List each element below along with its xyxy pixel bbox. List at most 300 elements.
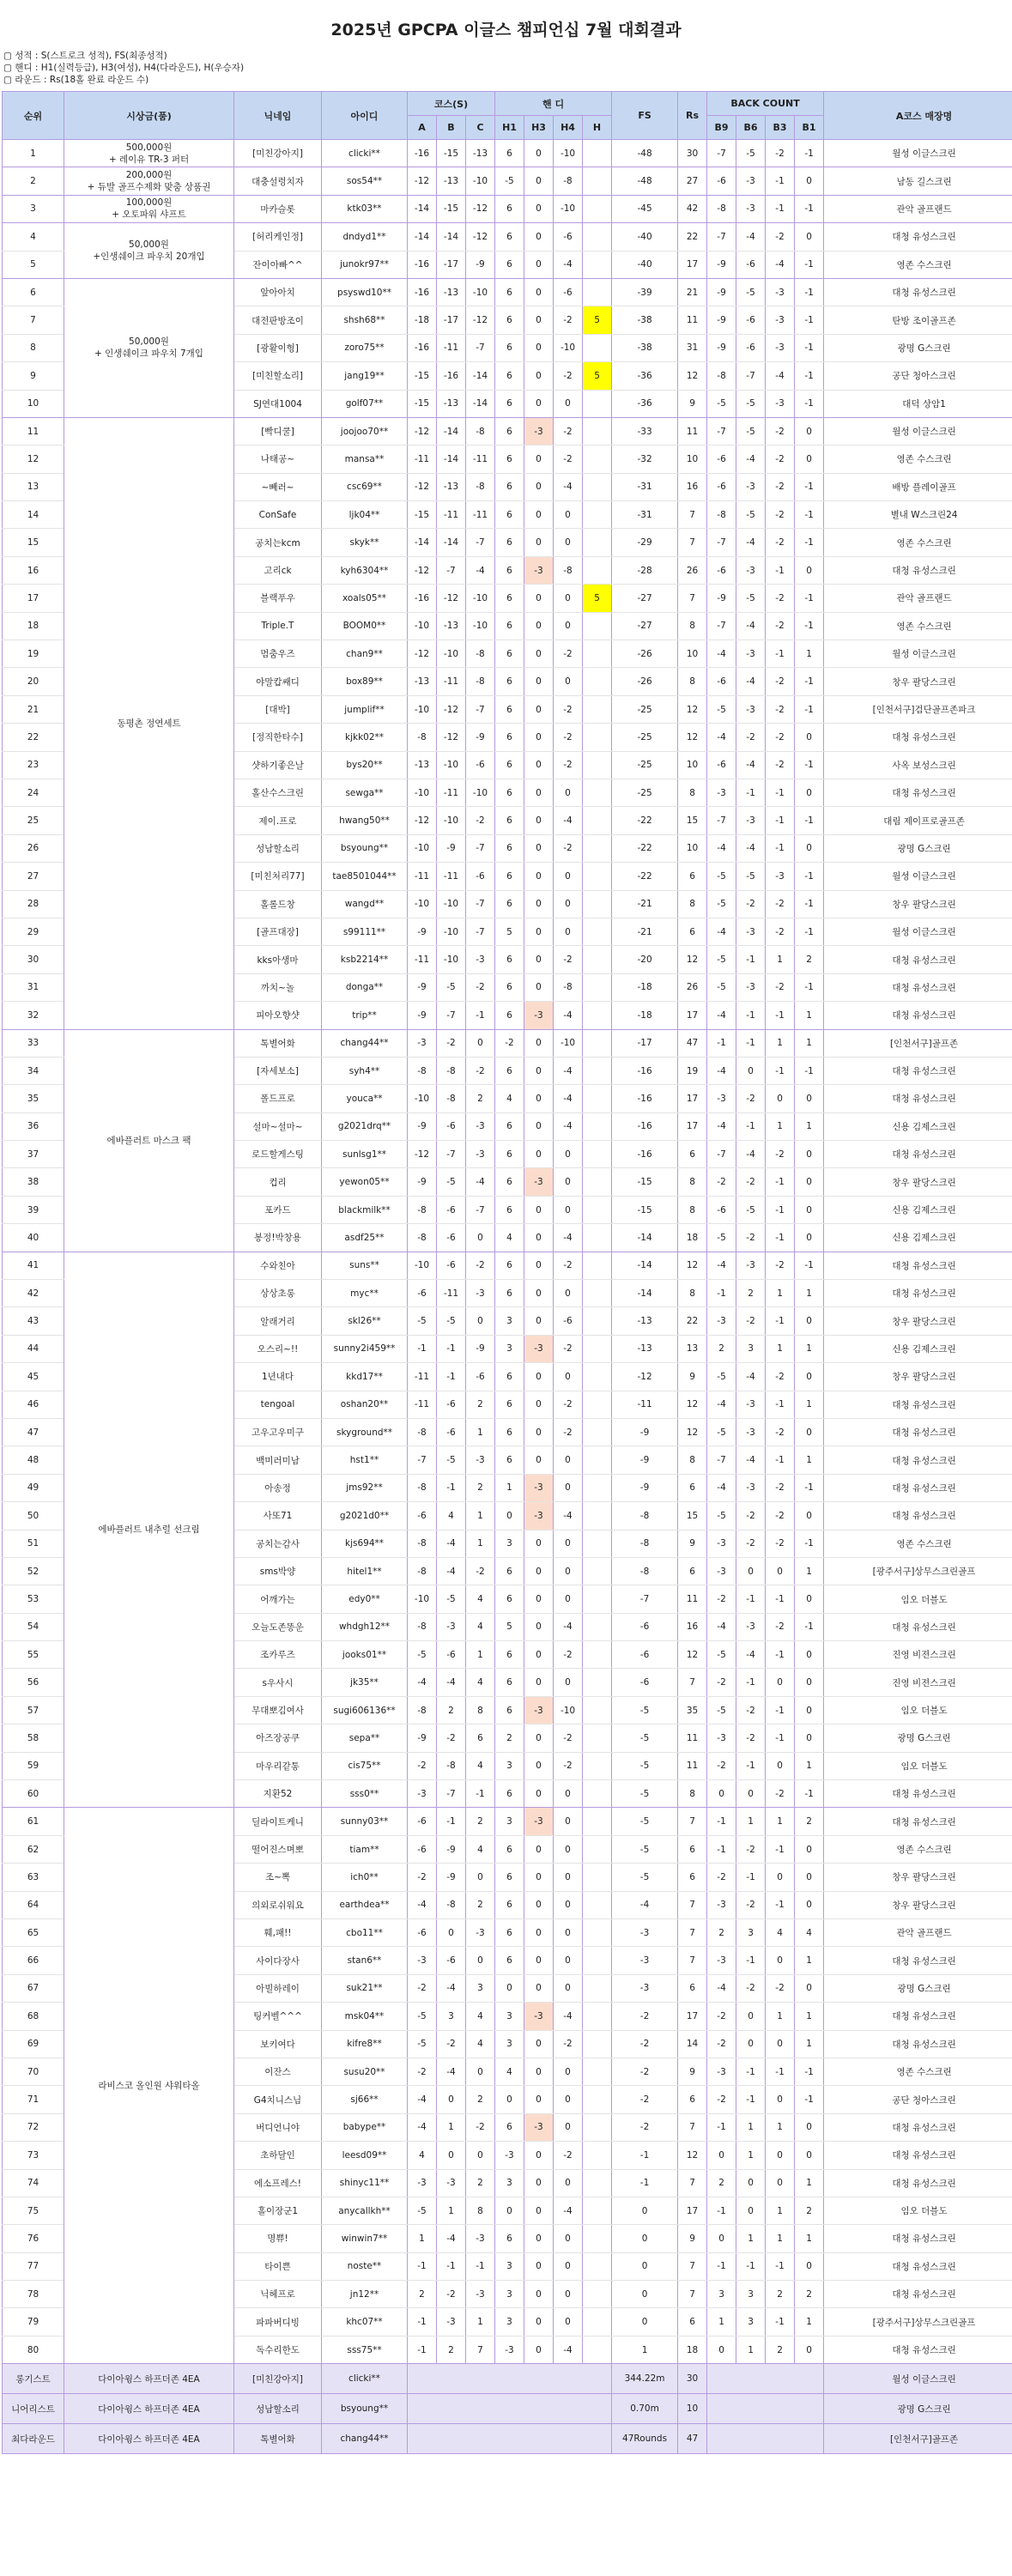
award-empty-cell [707, 2364, 824, 2394]
b3-cell: -2 [766, 751, 795, 779]
b1-cell: 0 [795, 556, 824, 584]
course-b-cell: -8 [437, 1057, 466, 1084]
rank-cell: 39 [3, 1196, 64, 1223]
user-id-cell: jooks01** [322, 1641, 408, 1669]
store-cell: 대청 유성스크린 [824, 1808, 1012, 1835]
h1-cell: 6 [495, 779, 524, 806]
b1-cell: -1 [795, 890, 824, 918]
course-c-cell: 1 [466, 1530, 495, 1557]
b9-cell: -4 [707, 1474, 736, 1501]
b6-cell: -4 [736, 223, 766, 251]
course-a-cell: -2 [408, 1864, 437, 1891]
h4-cell: -8 [554, 973, 583, 1001]
b6-cell: 1 [736, 2142, 766, 2169]
course-a-cell: -5 [408, 1641, 437, 1669]
user-id-cell: skyground** [322, 1418, 408, 1446]
b3-cell: -1 [766, 1446, 795, 1474]
rs-cell: 7 [678, 2252, 707, 2280]
b1-cell: 0 [795, 1418, 824, 1446]
h-cell [583, 1002, 612, 1029]
h3-cell: -3 [524, 1168, 554, 1196]
fs-cell: -21 [612, 890, 678, 918]
page-title: 2025년 GPCPA 이글스 챔피언십 7월 대회결과 [330, 21, 682, 39]
h1-cell: 6 [495, 1641, 524, 1669]
b1-cell: 1 [795, 2003, 824, 2030]
course-c-cell: -3 [466, 1446, 495, 1474]
fs-cell: -2 [612, 2058, 678, 2085]
table-row [3, 167, 1012, 195]
note-score: ▢ 성적 : S(스트로크 성적), FS(최종성적) [3, 51, 167, 61]
b1-cell: -1 [795, 1474, 824, 1501]
nickname-cell: [정직한타수] [234, 724, 322, 751]
store-cell: 대청 유성스크린 [824, 724, 1012, 751]
h1-cell: 6 [495, 1112, 524, 1140]
rs-cell: 7 [678, 585, 707, 612]
h1-cell: 5 [495, 918, 524, 945]
b3-cell: -2 [766, 1252, 795, 1279]
award-label-cell: 최다라운드 [3, 2424, 64, 2454]
user-id-cell: s99111** [322, 918, 408, 945]
rank-cell: 79 [3, 2308, 64, 2336]
store-cell: 신용 김제스크린 [824, 1224, 1012, 1252]
h1-cell: 6 [495, 556, 524, 584]
user-id-cell: kkd17** [322, 1363, 408, 1391]
h-cell [583, 1557, 612, 1585]
h4-cell: -2 [554, 695, 583, 723]
h4-cell: -10 [554, 1029, 583, 1057]
fs-cell: -16 [612, 1057, 678, 1084]
rank-cell: 21 [3, 695, 64, 723]
h1-cell: 3 [495, 2281, 524, 2308]
h-cell [583, 390, 612, 417]
store-cell: 신용 김제스크린 [824, 1112, 1012, 1140]
b1-cell: 0 [795, 2142, 824, 2169]
b6-cell: -3 [736, 807, 766, 834]
course-c-cell: -8 [466, 640, 495, 668]
rank-cell: 14 [3, 501, 64, 529]
b3-cell: -2 [766, 1974, 795, 2002]
rank-cell: 59 [3, 1752, 64, 1779]
store-cell: 관악 골프랜드 [824, 585, 1012, 612]
user-id-cell: jumplif** [322, 695, 408, 723]
h-cell [583, 973, 612, 1001]
h-cell [583, 1780, 612, 1808]
fs-cell: -3 [612, 1919, 678, 1947]
h1-cell: 6 [495, 724, 524, 751]
user-id-cell: wangd** [322, 890, 408, 918]
h3-cell: -3 [524, 1808, 554, 1835]
b9-cell: -8 [707, 501, 736, 529]
course-c-cell: -10 [466, 612, 495, 639]
h3-cell: 0 [524, 501, 554, 529]
nickname-cell: 떨어진스며뽀 [234, 1835, 322, 1863]
h-cell [583, 890, 612, 918]
nickname-cell: 어깨가는 [234, 1585, 322, 1613]
user-id-cell: asdf25** [322, 1224, 408, 1252]
summary-row [3, 2364, 1012, 2394]
h4-cell: 0 [554, 668, 583, 695]
course-c-cell: -3 [466, 1141, 495, 1168]
store-cell: 대청 유성스크린 [824, 1280, 1012, 1307]
b3-cell: -3 [766, 306, 795, 334]
fs-cell: -31 [612, 501, 678, 529]
course-a-cell: -14 [408, 223, 437, 251]
b9-cell: -6 [707, 445, 736, 473]
b3-cell: 1 [766, 1335, 795, 1362]
rank-cell: 41 [3, 1252, 64, 1279]
h-cell [583, 1474, 612, 1501]
user-id-cell: hwang50** [322, 807, 408, 834]
b9-cell: -3 [707, 1307, 736, 1335]
nickname-cell: 조~뽁 [234, 1864, 322, 1891]
course-a-cell: -3 [408, 1029, 437, 1057]
course-b-cell: -1 [437, 1808, 466, 1835]
b3-cell: -1 [766, 1196, 795, 1223]
b9-cell: -2 [707, 1585, 736, 1613]
b6-cell: -3 [736, 918, 766, 945]
course-a-cell: -10 [408, 1252, 437, 1279]
h1-cell: 3 [495, 1335, 524, 1362]
b3-cell: 0 [766, 1864, 795, 1891]
b6-cell: -4 [736, 529, 766, 556]
h-cell [583, 1391, 612, 1418]
fs-cell: 0 [612, 2225, 678, 2252]
course-c-cell: 6 [466, 1724, 495, 1752]
rs-cell: 9 [678, 1363, 707, 1391]
b3-cell: -1 [766, 1724, 795, 1752]
store-cell: 대청 유성스크린 [824, 1085, 1012, 1112]
award-store-cell: 광명 G스크린 [824, 2394, 1012, 2424]
award-nickname-cell: 성남할소리 [234, 2394, 322, 2424]
h4-cell: -4 [554, 2197, 583, 2224]
h4-cell: 0 [554, 2086, 583, 2113]
b6-cell: -2 [736, 1724, 766, 1752]
b9-cell: -3 [707, 1530, 736, 1557]
b1-cell: 0 [795, 1974, 824, 2002]
b3-cell: -1 [766, 2058, 795, 2085]
h1-cell: 3 [495, 2169, 524, 2197]
h4-cell: 0 [554, 1835, 583, 1863]
nickname-cell: 타이쁜 [234, 2252, 322, 2280]
course-a-cell: -12 [408, 167, 437, 195]
course-a-cell: 2 [408, 2281, 437, 2308]
h3-cell: 0 [524, 1418, 554, 1446]
course-b-cell: -14 [437, 223, 466, 251]
b3-cell: -2 [766, 140, 795, 167]
h4-cell: -8 [554, 556, 583, 584]
course-c-cell: 3 [466, 1974, 495, 2002]
h1-cell: -3 [495, 2336, 524, 2363]
course-b-cell: -4 [437, 2225, 466, 2252]
fs-cell: -27 [612, 585, 678, 612]
h1-cell: 6 [495, 695, 524, 723]
store-cell: 창우 팔당스크린 [824, 1307, 1012, 1335]
rank-cell: 46 [3, 1391, 64, 1418]
nickname-cell: 상상초롱 [234, 1280, 322, 1307]
fs-cell: -13 [612, 1307, 678, 1335]
nickname-cell: tengoal [234, 1391, 322, 1418]
rank-cell: 16 [3, 556, 64, 584]
h4-cell: -2 [554, 1391, 583, 1418]
h-cell [583, 195, 612, 222]
course-c-cell: -2 [466, 973, 495, 1001]
h1-cell: 6 [495, 1196, 524, 1223]
rank-cell: 57 [3, 1696, 64, 1724]
fs-cell: -25 [612, 724, 678, 751]
user-id-cell: skl26** [322, 1307, 408, 1335]
store-cell: 대청 유성스크린 [824, 1474, 1012, 1501]
store-cell: 영존 수스크린 [824, 612, 1012, 639]
award-fs-cell: 344.22m [612, 2364, 678, 2394]
course-b-cell: -4 [437, 1530, 466, 1557]
h1-cell: 6 [495, 1947, 524, 1974]
b6-cell: -6 [736, 334, 766, 361]
b6-cell: -5 [736, 501, 766, 529]
h3-cell: 0 [524, 946, 554, 973]
h4-cell: -2 [554, 946, 583, 973]
h4-cell: -2 [554, 724, 583, 751]
course-a-cell: -8 [408, 1474, 437, 1501]
course-b-cell: -1 [437, 1474, 466, 1501]
course-b-cell: -5 [437, 1307, 466, 1335]
course-a-cell: -1 [408, 2252, 437, 2280]
h3-cell: 0 [524, 2086, 554, 2113]
user-id-cell: kjs694** [322, 1530, 408, 1557]
b6-cell: -1 [736, 946, 766, 973]
course-a-cell: -8 [408, 1530, 437, 1557]
h1-cell: 6 [495, 1002, 524, 1029]
b1-cell: 0 [795, 417, 824, 445]
b9-cell: -4 [707, 724, 736, 751]
rank-cell: 65 [3, 1919, 64, 1947]
rank-cell: 68 [3, 2003, 64, 2030]
rank-cell: 35 [3, 1085, 64, 1112]
course-c-cell: -7 [466, 1196, 495, 1223]
b3-cell: -2 [766, 612, 795, 639]
course-b-cell: -10 [437, 890, 466, 918]
fs-cell: -27 [612, 612, 678, 639]
b6-cell: -1 [736, 1112, 766, 1140]
h4-cell: 0 [554, 918, 583, 945]
nickname-cell: 폴드프로 [234, 1085, 322, 1112]
award-store-cell: 월성 이글스크린 [824, 2364, 1012, 2394]
h3-cell: 0 [524, 167, 554, 195]
b9-cell: -2 [707, 1752, 736, 1779]
b9-cell: -1 [707, 2252, 736, 2280]
user-id-cell: BOOM0** [322, 612, 408, 639]
b6-cell: -4 [736, 445, 766, 473]
course-c-cell: 2 [466, 1808, 495, 1835]
b9-cell: -5 [707, 890, 736, 918]
b1-cell: 0 [795, 445, 824, 473]
course-c-cell: 0 [466, 1864, 495, 1891]
b9-cell: -7 [707, 1141, 736, 1168]
course-a-cell: -14 [408, 529, 437, 556]
b9-cell: -4 [707, 640, 736, 668]
fs-cell: -14 [612, 1252, 678, 1279]
h1-cell: 6 [495, 1835, 524, 1863]
rs-cell: 12 [678, 695, 707, 723]
h1-cell: 6 [495, 1418, 524, 1446]
course-a-cell: -1 [408, 1335, 437, 1362]
col-course: 코스(S) [408, 92, 495, 116]
b1-cell: -1 [795, 195, 824, 222]
course-b-cell: 2 [437, 2336, 466, 2363]
b3-cell: -1 [766, 1002, 795, 1029]
rs-cell: 7 [678, 501, 707, 529]
rank-cell: 12 [3, 445, 64, 473]
h1-cell: 6 [495, 890, 524, 918]
user-id-cell: winwin7** [322, 2225, 408, 2252]
col-fs: FS [612, 92, 678, 140]
b6-cell: 0 [736, 2169, 766, 2197]
h-cell [583, 1029, 612, 1057]
course-a-cell: -9 [408, 918, 437, 945]
user-id-cell: noste** [322, 2252, 408, 2280]
store-cell: 남동 길스크린 [824, 167, 1012, 195]
store-cell: 공단 청아스크린 [824, 362, 1012, 390]
nickname-cell: 마우리같통 [234, 1752, 322, 1779]
user-id-cell: xoals05** [322, 585, 408, 612]
h1-cell: 3 [495, 1752, 524, 1779]
h-cell [583, 556, 612, 584]
store-cell: [인천서구]골프존 [824, 1029, 1012, 1057]
h1-cell: 6 [495, 1252, 524, 1279]
nickname-cell: 이잔스 [234, 2058, 322, 2085]
h-cell [583, 1418, 612, 1446]
b6-cell: -2 [736, 1696, 766, 1724]
b3-cell: 1 [766, 1112, 795, 1140]
b1-cell: 1 [795, 1947, 824, 1974]
nickname-cell: 성남할소리 [234, 834, 322, 862]
course-c-cell: -9 [466, 251, 495, 278]
course-b-cell: -3 [437, 1613, 466, 1640]
h-cell [583, 2197, 612, 2224]
h3-cell: 0 [524, 834, 554, 862]
b9-cell: -6 [707, 1196, 736, 1223]
rank-cell: 64 [3, 1891, 64, 1918]
course-b-cell: -5 [437, 1168, 466, 1196]
award-label-cell: 니어리스트 [3, 2394, 64, 2424]
h4-cell: 0 [554, 2281, 583, 2308]
rank-cell: 7 [3, 306, 64, 334]
b6-cell: 0 [736, 1557, 766, 1585]
h4-cell: 0 [554, 1780, 583, 1808]
b9-cell: -2 [707, 2003, 736, 2030]
b9-cell: -3 [707, 1947, 736, 1974]
nickname-cell: 대충설렁치자 [234, 167, 322, 195]
h4-cell: 0 [554, 2225, 583, 2252]
h3-cell: 0 [524, 1057, 554, 1084]
rs-cell: 9 [678, 390, 707, 417]
course-b-cell: -10 [437, 946, 466, 973]
user-id-cell: joojoo70** [322, 417, 408, 445]
b3-cell: -2 [766, 585, 795, 612]
b9-cell: -6 [707, 668, 736, 695]
course-a-cell: -11 [408, 445, 437, 473]
col-id: 아이디 [322, 92, 408, 140]
user-id-cell: myc** [322, 1280, 408, 1307]
b6-cell: -2 [736, 724, 766, 751]
rs-cell: 7 [678, 2169, 707, 2197]
user-id-cell: kifre8** [322, 2030, 408, 2058]
b1-cell: 0 [795, 779, 824, 806]
h1-cell: 0 [495, 1502, 524, 1530]
course-c-cell: -3 [466, 1112, 495, 1140]
b6-cell: -1 [736, 2086, 766, 2113]
nickname-cell: 포카드 [234, 1196, 322, 1223]
h3-cell: 0 [524, 2142, 554, 2169]
course-b-cell: -14 [437, 529, 466, 556]
store-cell: 대청 유성스크린 [824, 2003, 1012, 2030]
course-b-cell: -9 [437, 1864, 466, 1891]
course-b-cell: -5 [437, 973, 466, 1001]
rank-cell: 66 [3, 1947, 64, 1974]
h-cell [583, 1696, 612, 1724]
course-b-cell: -2 [437, 2030, 466, 2058]
fs-cell: -26 [612, 640, 678, 668]
h1-cell: 6 [495, 1363, 524, 1391]
fs-cell: -14 [612, 1224, 678, 1252]
course-b-cell: -12 [437, 695, 466, 723]
h-cell [583, 1669, 612, 1696]
nickname-cell: 사이다장사 [234, 1947, 322, 1974]
course-a-cell: -3 [408, 1947, 437, 1974]
user-id-cell: youca** [322, 1085, 408, 1112]
b9-cell: -5 [707, 390, 736, 417]
rank-cell: 47 [3, 1418, 64, 1446]
nickname-cell: s우사시 [234, 1669, 322, 1696]
h3-cell: 0 [524, 695, 554, 723]
b3-cell: 0 [766, 2030, 795, 2058]
rs-cell: 6 [678, 1474, 707, 1501]
b1-cell: 2 [795, 2281, 824, 2308]
rank-cell: 34 [3, 1057, 64, 1084]
rank-cell: 49 [3, 1474, 64, 1501]
h1-cell: 6 [495, 501, 524, 529]
b1-cell: -1 [795, 1057, 824, 1084]
h3-cell: 0 [524, 362, 554, 390]
b1-cell: -1 [795, 918, 824, 945]
rank-cell: 45 [3, 1363, 64, 1391]
b1-cell: 1 [795, 1446, 824, 1474]
h-cell [583, 1446, 612, 1474]
rs-cell: 15 [678, 1502, 707, 1530]
b1-cell: 0 [795, 1141, 824, 1168]
h3-cell: 0 [524, 1835, 554, 1863]
course-a-cell: -3 [408, 2169, 437, 2197]
store-cell: 별내 W스크린24 [824, 501, 1012, 529]
h-cell [583, 2086, 612, 2113]
rs-cell: 17 [678, 1002, 707, 1029]
rank-cell: 51 [3, 1530, 64, 1557]
b9-cell: -6 [707, 473, 736, 500]
h4-cell: -2 [554, 1641, 583, 1669]
h1-cell: 6 [495, 585, 524, 612]
nickname-cell: 파파버디빙 [234, 2308, 322, 2336]
h3-cell: 0 [524, 890, 554, 918]
col-course-b: B [437, 116, 466, 140]
rs-cell: 19 [678, 1057, 707, 1084]
b1-cell: 0 [795, 1085, 824, 1112]
h-cell [583, 167, 612, 195]
b3-cell: 1 [766, 1029, 795, 1057]
course-b-cell: -6 [437, 1418, 466, 1446]
h1-cell: 6 [495, 529, 524, 556]
user-id-cell: blackmilk** [322, 1196, 408, 1223]
course-b-cell: -5 [437, 1446, 466, 1474]
store-cell: 대청 유성스크린 [824, 1141, 1012, 1168]
